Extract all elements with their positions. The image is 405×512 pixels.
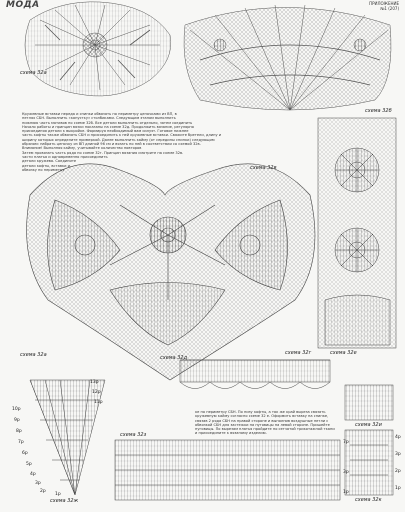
instruction-line: детали кофты, вставки и — [22, 163, 70, 168]
instruction-line: и присоедините к вязаному изделию. — [195, 431, 267, 436]
instruction-line: часть кофты также обвязать СБН и присоединить к ней кружевные вставки. Свяжите бретели, длину и — [22, 133, 222, 138]
label-scheme-32k: схема 32к — [355, 497, 382, 503]
label-scheme-32i: схема 32и — [355, 422, 382, 428]
label-scheme-32z: схема 32з — [120, 432, 147, 438]
row-label: 12р — [92, 390, 101, 395]
magazine-logo: МОДА — [6, 0, 40, 10]
row-label: 11р — [94, 400, 103, 405]
label-scheme-32a-top: схема 32а — [20, 70, 47, 76]
instruction-line: Кружевные вставки переда и спинки обвязать по периметру цепочками из ВП, в — [22, 112, 177, 116]
instruction-line: обвязку по периметру — [22, 167, 65, 172]
row-label: 7р — [343, 440, 349, 445]
row-label: 1р — [395, 486, 401, 491]
row-label: 13р — [90, 380, 99, 385]
instruction-line: петлях СБН. Выполнить «капустку» столбиками. Следующим этапом выполнить — [22, 116, 176, 121]
label-scheme-32zh: схема 32ж — [50, 498, 79, 504]
row-label: 3р — [395, 452, 401, 457]
strip-32e — [318, 118, 396, 348]
label-scheme-32g: схема 32г — [285, 350, 312, 356]
row-label: 3р — [343, 470, 349, 475]
triangle-32zh — [30, 380, 105, 495]
instruction-line: Внимание! Выполняя кайму, учитывайте количество повторов — [22, 146, 142, 151]
row-label: 8р — [16, 429, 22, 434]
instruction-line: обвязкой СБН для застежки на пуговицы на левой стороне. Пришейте — [195, 422, 330, 427]
label-scheme-32a-mid: схема 32а — [20, 352, 47, 358]
section-title: ПРИЛОЖЕНИЕ — [369, 1, 399, 6]
motif-32a-top — [25, 2, 171, 96]
diagram-32i — [345, 385, 393, 420]
diagram-32k — [345, 430, 393, 495]
row-label: 2р — [395, 469, 401, 474]
row-label: 5р — [26, 462, 32, 467]
instruction-line: образом: набрать цепочку из ВП длиной 96 см и вязать по ней в соответствии со схемой 32в. — [22, 142, 201, 147]
row-label: 2р — [40, 489, 46, 494]
label-scheme-32v: схема 32в — [250, 165, 277, 171]
border-32g — [180, 360, 330, 389]
instruction-line: части платья и одновременно присоединить — [22, 154, 108, 159]
row-label: 9р — [14, 418, 20, 423]
label-scheme-32e: схема 32е — [330, 350, 357, 356]
row-label: 6р — [22, 451, 28, 456]
instruction-line: присоединяя детали к выкройке. Формируя необходимый вам силуэт. Готовое нижнее — [22, 129, 189, 134]
heart-diagram-32d — [27, 164, 315, 380]
motif-32b — [184, 5, 391, 110]
bottom-instructions — [195, 410, 345, 436]
issue-number: №1 (207) — [380, 6, 399, 11]
instruction-line: связав 2 ряда СБН на правой стороне и выполнив воздушные петли с — [195, 418, 329, 423]
instruction-line: нижнюю часть мотивов по схеме 32б. Все детали выполнить отдельно, затем соединить — [22, 120, 193, 125]
strip-32z — [115, 440, 340, 500]
instruction-line: ке по периметру СБН. По низу кофты, а так же край выреза связать — [195, 410, 326, 414]
instructions-block — [22, 112, 322, 172]
instruction-line: пуговицы. По вырезам платья пройдите по сетчатой трикотажной ткани — [195, 427, 335, 432]
instruction-line: детали кружева. Соедините — [22, 159, 77, 164]
row-label: 1р — [55, 492, 61, 497]
label-scheme-32b: схема 32б — [365, 108, 392, 114]
row-label: 3р — [35, 481, 41, 486]
instruction-line: ширину которых определите примеркой. Далее выполнить кайму (от середины спинки) следующим — [22, 137, 215, 142]
row-label: 7р — [18, 440, 24, 445]
row-label: 4р — [30, 472, 36, 477]
row-label: 10р — [12, 407, 21, 412]
row-label: 4р — [395, 435, 401, 440]
instruction-line: Начало работы и принцип вязки показаны на схеме 32д. Продолжить вязание, регулярно — [22, 124, 194, 129]
label-scheme-32d: схема 32д — [160, 355, 188, 361]
instruction-line: Затем провязать часть ряда по схеме 32г. Принцип вязания смотрите на схеме 32в. — [22, 150, 184, 155]
row-label: 1р — [343, 490, 349, 495]
instruction-line: кружевную кайму согласно схеме 32 е. Оформить вставку на спинке, — [195, 414, 329, 419]
